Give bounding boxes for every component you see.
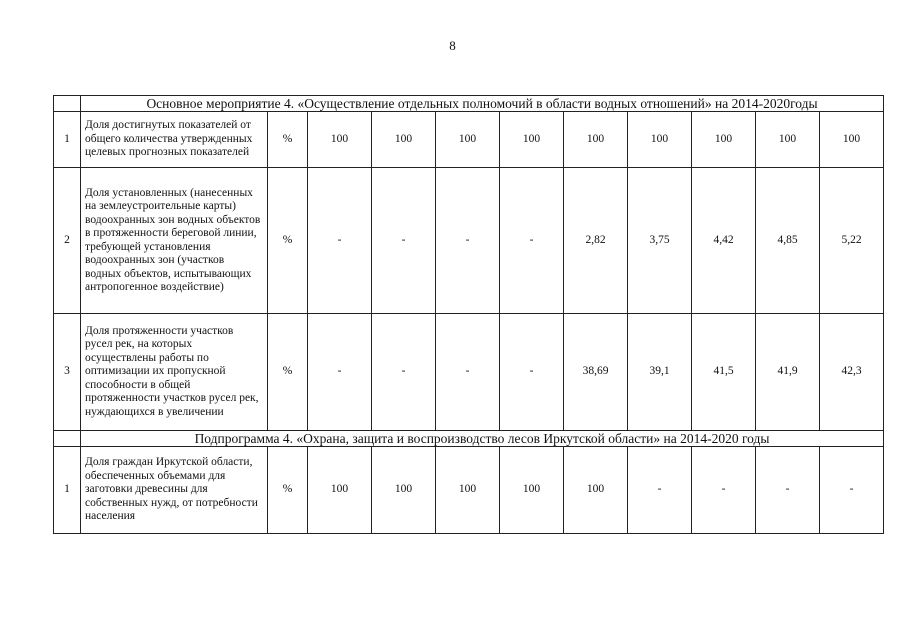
section-header-row	[54, 431, 884, 447]
indicators-table	[53, 95, 884, 534]
row-number: 3	[54, 314, 81, 431]
table-row	[54, 112, 884, 168]
value-cell: 100	[692, 112, 756, 168]
value-cell: -	[372, 168, 436, 314]
value-cell: -	[308, 314, 372, 431]
section-title: Подпрограмма 4. «Охрана, защита и воспроизводство лесов Иркутской области» на 2014-2020 годы	[81, 431, 884, 447]
value-cell: 100	[308, 447, 372, 534]
value-cell: 41,9	[756, 314, 820, 431]
value-cell: 100	[436, 447, 500, 534]
value-cell: 2,82	[564, 168, 628, 314]
value-cell: -	[308, 168, 372, 314]
value-cell: -	[692, 447, 756, 534]
value-cell: -	[628, 447, 692, 534]
value-cell: -	[500, 314, 564, 431]
value-cell: -	[756, 447, 820, 534]
value-cell: 100	[500, 112, 564, 168]
unit-cell: %	[268, 168, 308, 314]
unit-cell: %	[268, 314, 308, 431]
table-row	[54, 168, 884, 314]
value-cell: 41,5	[692, 314, 756, 431]
value-cell: 100	[756, 112, 820, 168]
unit-cell: %	[268, 112, 308, 168]
table-row	[54, 447, 884, 534]
value-cell: 4,42	[692, 168, 756, 314]
value-cell: 4,85	[756, 168, 820, 314]
row-number: 1	[54, 112, 81, 168]
value-cell: 100	[500, 447, 564, 534]
indicator-description: Доля установленных (нанесенных на землеустроительные карты) водоохранных зон водных объектов в протяженности береговой линии, требующей установления водоохранных зон (участков водных объектов, испытывающих антропогенное воздействие)	[81, 168, 268, 314]
indicator-description: Доля протяженности участков русел рек, на которых осуществлены работы по оптимизации их пропускной способности в общей протяженности участков русел рек, нуждающихся в увеличении	[81, 314, 268, 431]
value-cell: 42,3	[820, 314, 884, 431]
value-cell: -	[820, 447, 884, 534]
value-cell: 38,69	[564, 314, 628, 431]
value-cell: 100	[436, 112, 500, 168]
value-cell: 100	[564, 447, 628, 534]
value-cell: 3,75	[628, 168, 692, 314]
value-cell: 100	[372, 112, 436, 168]
table-row	[54, 314, 884, 431]
row-number: 1	[54, 447, 81, 534]
unit-cell: %	[268, 447, 308, 534]
value-cell: 100	[628, 112, 692, 168]
value-cell: 100	[564, 112, 628, 168]
indicator-description: Доля достигнутых показателей от общего количества утвержденных целевых прогнозных показателей	[81, 112, 268, 168]
value-cell: 100	[308, 112, 372, 168]
indicator-description: Доля граждан Иркутской области, обеспеченных объемами для заготовки древесины для собственных нужд, от потребности населения	[81, 447, 268, 534]
page-number: 8	[449, 38, 456, 53]
section-title: Основное мероприятие 4. «Осуществление отдельных полномочий в области водных отношений» на 2014-2020годы	[81, 96, 884, 112]
value-cell: 100	[372, 447, 436, 534]
value-cell: 5,22	[820, 168, 884, 314]
value-cell: 39,1	[628, 314, 692, 431]
value-cell: -	[372, 314, 436, 431]
value-cell: -	[436, 314, 500, 431]
value-cell: 100	[820, 112, 884, 168]
value-cell: -	[500, 168, 564, 314]
section-header-row	[54, 96, 884, 112]
value-cell: -	[436, 168, 500, 314]
row-number: 2	[54, 168, 81, 314]
